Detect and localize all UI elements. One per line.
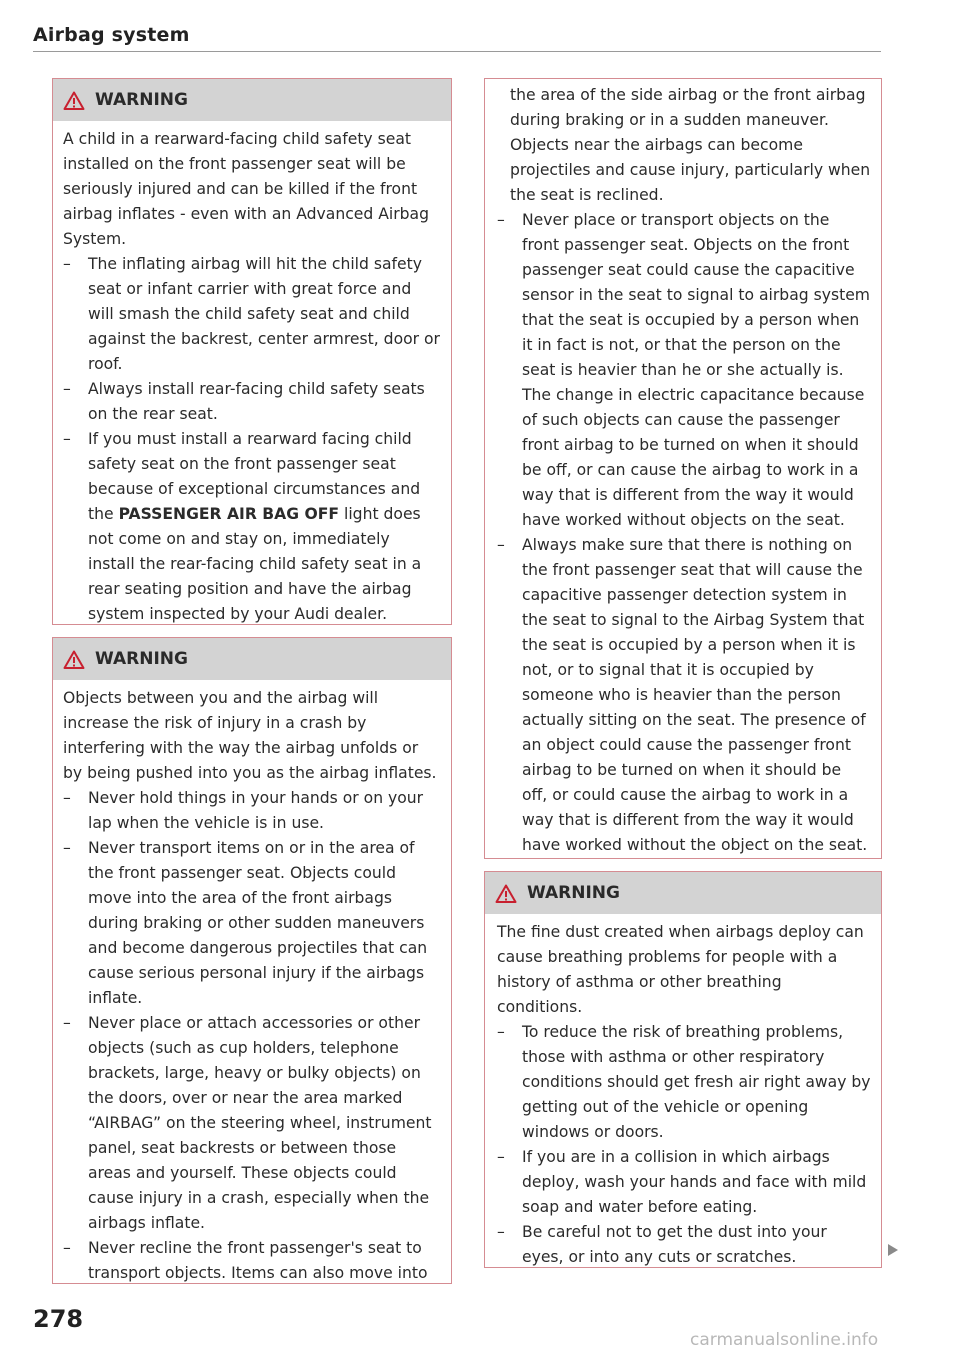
warning-box-dust [484,871,882,1268]
list-item: – Never transport items on or in the area of the front passenger seat. Objects could move into the area of the front airbags during braking or other sudden maneuvers and become dangerous projectiles that can cause serious personal injury if the airbags inflate. [63,836,441,1011]
list-item: – Always install rear-facing child safety seats on the rear seat. [63,377,441,427]
warning-triangle-icon [63,91,85,110]
continue-arrow-icon [888,1244,898,1256]
warning-label: WARNING [95,90,188,110]
passenger-airbag-off-label: PASSENGER AIR BAG OFF [118,505,340,523]
page-number: 278 [33,1305,84,1333]
list-item: – To reduce the risk of breathing problems, those with asthma or other respiratory conditions should get fresh air right away by getting out of the vehicle or opening windows or doors. [497,1020,871,1145]
warning-label: WARNING [95,649,188,669]
warning-header [53,79,451,121]
list-item: – The inflating airbag will hit the child safety seat or infant carrier with great force and will smash the child safety seat and child against the backrest, center armrest, door or roof. [63,252,441,377]
warning-intro: Objects between you and the airbag will increase the risk of injury in a crash by interfering with the way the airbag unfolds or by being pushed into you as the airbag inflates. [63,689,437,782]
warning-intro: A child in a rearward-facing child safety seat installed on the front passenger seat will be seriously injured and can be killed if the front airbag inflates - even with an Advanced Airbag System. [63,130,430,248]
warning-box-child-seat [52,78,452,625]
warning-box-objects [52,637,452,1284]
list-item: – Never place or transport objects on the front passenger seat. Objects on the front passenger seat could cause the capacitive sensor in the seat to signal to airbag system that the seat is occupied by a person when it in fact is not, or that the person on the seat is heavier than he or she actually is. The change in electric capacitance because of such objects can cause the passenger front airbag to be turned on when it should be off, or can cause the airbag to work in a way that is different from the way it would have worked without objects on the seat. [497,208,871,533]
section-title: Airbag system [33,24,190,46]
warning-triangle-icon [495,884,517,903]
warning-triangle-icon [63,650,85,669]
warning-label: WARNING [527,883,620,903]
warning-header [485,872,881,914]
list-item: – Never recline the front passenger's seat to transport objects. Items can also move into [63,1236,441,1286]
warning-header [53,638,451,680]
continuation-text: the area of the side airbag or the front airbag during braking or in a sudden maneuver. Objects near the airbags can become projectiles and cause injury, particularly when the seat is reclined. [510,86,871,204]
list-item: – Always make sure that there is nothing on the front passenger seat that will cause the capacitive passenger detection system in the seat to signal to the Airbag System that the seat is occupied by a person when it is not, or to signal that it is occupied by someone who is heavier than the person actually sitting on the seat. The presence of an object could cause the passenger front airbag to be turned on when it should be off, or could cause the airbag to work in a way that is different from the way it would have worked without the object on the seat. [497,533,871,858]
watermark: carmanualsonline.info [690,1330,879,1350]
header-rule [33,51,881,52]
list-item [63,427,441,627]
warning-intro: The fine dust created when airbags deploy can cause breathing problems for people with a history of asthma or other breathing conditions. [497,923,864,1016]
list-item: – Never hold things in your hands or on your lap when the vehicle is in use. [63,786,441,836]
list-item: – Never place or attach accessories or other objects (such as cup holders, telephone brackets, large, heavy or bulky objects) on the doors, over or near the area marked “AIRBAG” on the steering wheel, instrument panel, seat backrests or between those areas and yourself. These objects could cause injury in a crash, especially when the airbags inflate. [63,1011,441,1236]
list-item: – If you are in a collision in which airbags deploy, wash your hands and face with mild soap and water before eating. [497,1145,871,1220]
item-text: If you must install a rearward facing child safety seat on the front passenger seat because of exceptional circumstances and the [88,430,421,523]
warning-box-objects-continued [484,78,882,859]
list-item: – Be careful not to get the dust into your eyes, or into any cuts or scratches. [497,1220,871,1270]
item-text: light does not come on and stay on, immediately install the rear-facing child safety seat in a rear seating position and have the airbag system inspected by your Audi dealer. [88,505,422,623]
